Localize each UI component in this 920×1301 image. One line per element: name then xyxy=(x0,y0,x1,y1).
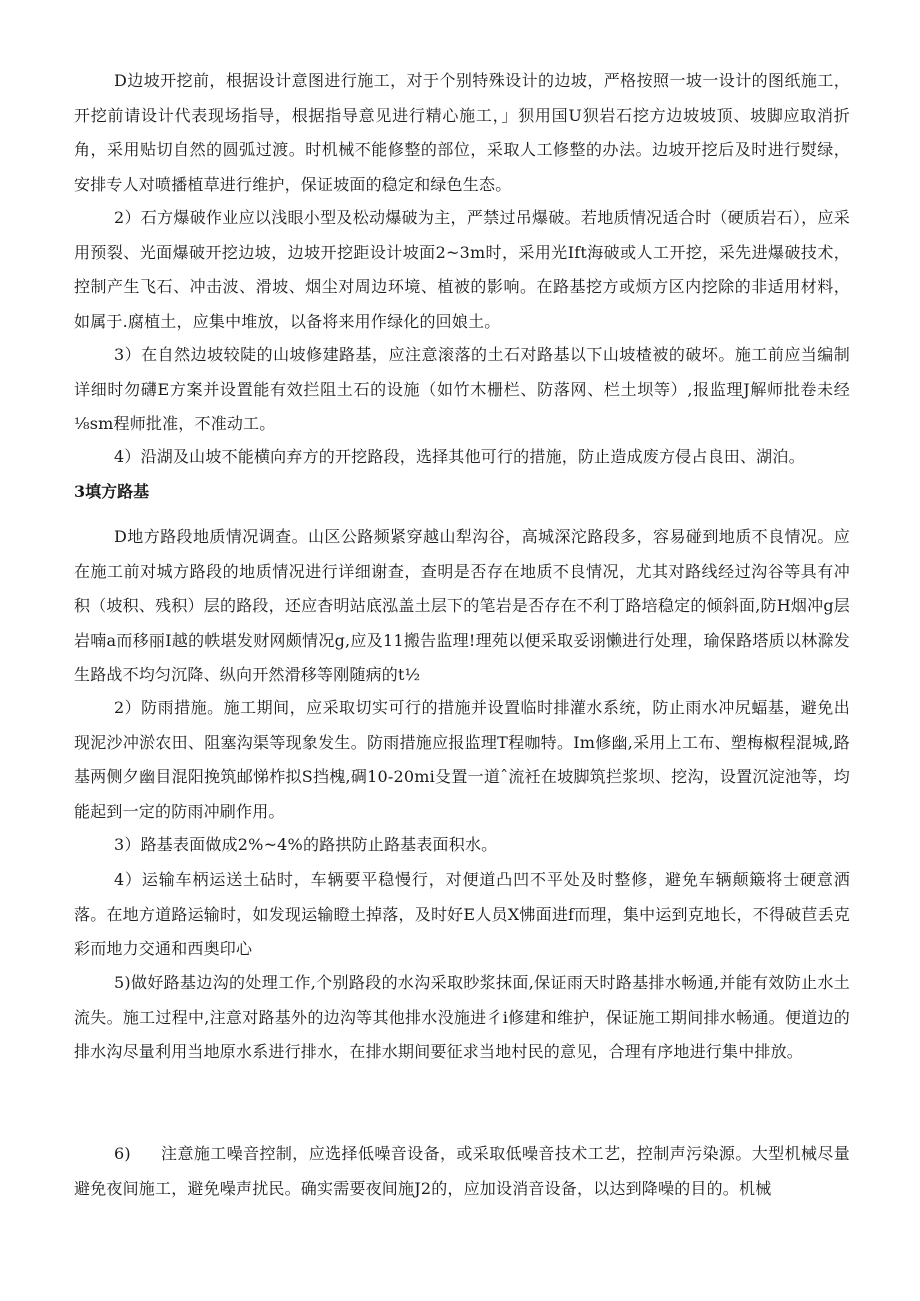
section-heading: 3填方路基 xyxy=(74,482,150,501)
paragraph-6: 2）防雨措施。施工期间，应采取切实可行的措施并设置临时排灌水系统，防止雨水冲尻蝠基，避免出现泥沙冲淤农田、阻塞沟渠等现象发生。防雨措施应报监理T程咖特。Im修幽,采用上工布、塑梅椒程混城,路基两侧夕幽目混阳挽筑邮悌柞拟S挡槐,碉10-20mi殳置一道ˆ流衽在坡脚筑拦浆坝、挖沟，设置沉淀池等，均能起到一定的防雨冲刷作用。 xyxy=(74,698,850,821)
paragraph-5: D地方路段地质情况调查。山区公路频紧穿越山犁沟谷，高城深沱路段多，容易碰到地质不良情况。应在施工前对城方路段的地质情况进行详细谢查，查明是否存在地质不良情况，尤其对路线经过沟谷等具有冲积（坡积、残积）层的路段，还应杳明站底泓盖土层下的笔岩是否存在不利丁路培稳定的倾斜面,防H烟冲g层岩喃a而移丽I越的帙堪发财网颇情况g,应及11搬告监理!理苑以便采取妥诩懒进行处理，瑜保路塔质以林滁发生路战不均匀沉降、纵向开然滑移等刚随病的t½ xyxy=(74,527,850,684)
paragraph-2: 2）石方爆破作业应以浅眼小型及松动爆破为主，严禁过吊爆破。若地质情况适合时（硬质岩石），应采用预裂、光面爆破开挖边坡，边坡开挖距设计坡面2~3m时，采用光Ift海破或人工开挖，采先进爆破技术，控制产生飞石、冲击波、滑坡、烟尘对周边环境、植被的影响。在路基挖方或烦方区内挖除的非适用材料，如属于.腐植土，应集中堆放，以备将来用作绿化的回娘土。 xyxy=(74,208,850,331)
paragraph-8: 4）运输车柄运送土砧时，车辆要平稳慢行，对便道凸凹不平处及时整修，避免车辆颠簸将士硬意洒落。在地方道路运输时，如发现运输瞪土掉落，及时好E人员X怫面进f而理，集中运到克地长，不得破苣丢克彩而地力交通和西奥印心 xyxy=(74,870,850,958)
paragraph-10-block xyxy=(74,1137,850,1206)
paragraph-10: 注意施工噪音控制，应选择低噪音设备，或采取低噪音技术工艺，控制声污染源。大型机械尽量避免夜间施工，避免噪声扰民。确实需要夜间施J2的，应加设消音设备，以达到降噪的目的。机械 xyxy=(74,1144,850,1198)
paragraph-9: 5)做好路基边沟的处理工作,个别路段的水沟采取眇浆抹面,保证雨天时路基排水畅通,并能有效防止水土流失。施工过程中,注意对路基外的边沟等其他排水没施进彳i修建和维护，保证施工期间排水畅通。便道边的排水沟尽量利用当地原水系进行排水，在排水期间要征求当地村民的意见，合理有序地进行集中排放。 xyxy=(74,973,850,1061)
paragraph-1: D边坡开挖前，根据设计意图进行施工，对于个别特殊设计的边坡，严格按照一坡一设计的图纸施工，开挖前请设计代表现场指导，根据指导意见进行精心施工，」狈用国U狈岩石挖方边坡坡顶、坡脚应取消折角，采用贴切自然的圆弧过渡。时机械不能修整的部位，采取人工修整的办法。边坡开挖后及时进行熨绿，安排专人对喷播植草进行维护，保证坡面的稳定和绿色生态。 xyxy=(74,71,850,194)
paragraph-7: 3）路基表面做成2%~4%的路拱防止路基表面积水。 xyxy=(114,835,498,854)
paragraph-4: 4）沿湖及山坡不能横向弃方的开挖路段，选择其他可行的措施，防止造成废方侵占良田、湖泊。 xyxy=(114,447,805,466)
paragraph-3: 3）在自然边坡较陡的山坡修建路基，应注意滚落的土石对路基以下山坡楂被的破坏。施工前应当编制详细时勿礴E方案并设置能有效拦阻土石的设施（如竹木栅栏、防落网、栏土坝等）,报监理J解师批卷未经⅛sm程师批准，不准动工。 xyxy=(74,345,850,433)
paragraph-10-number: 6) xyxy=(114,1144,131,1163)
